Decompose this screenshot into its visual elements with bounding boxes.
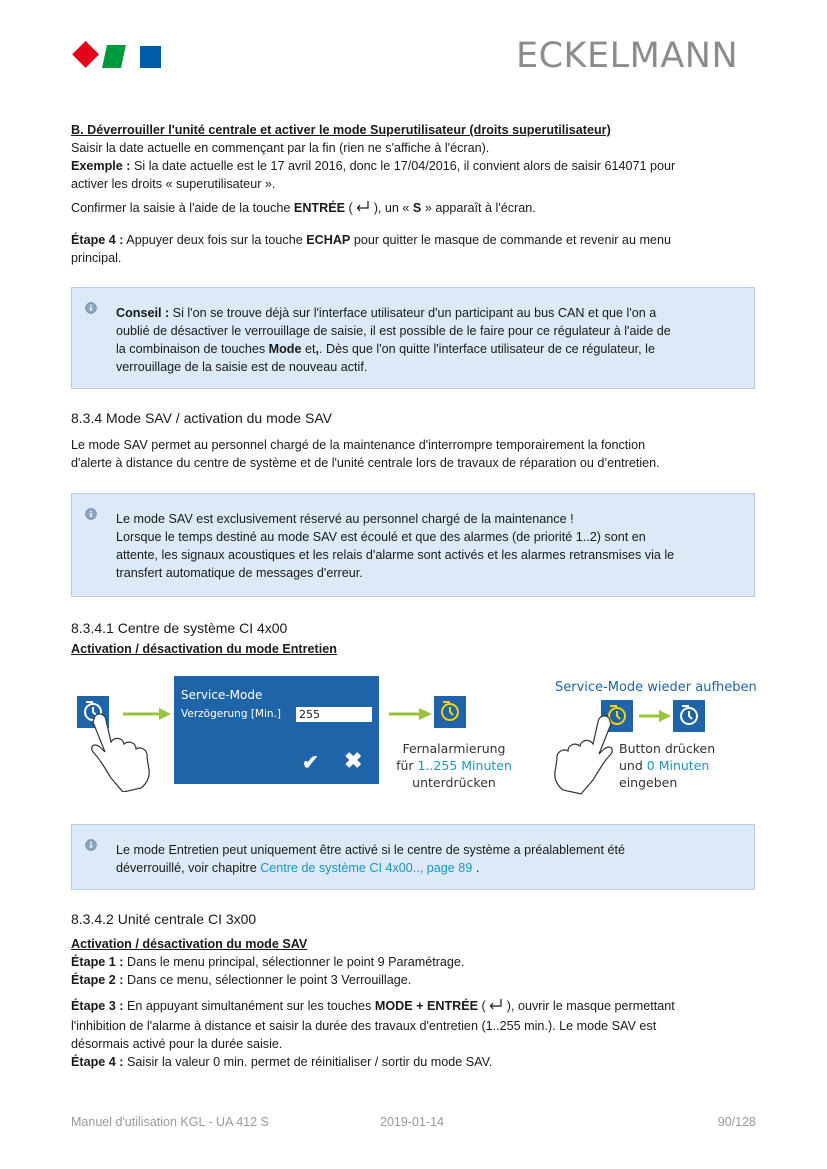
info-icon	[85, 839, 97, 851]
mid-caption-line3: unterdrücken	[412, 775, 496, 790]
step4-text2: pour quitter le masque de commande et revenir au menu	[350, 233, 671, 247]
tip-line1: Si l'on se trouve déjà sur l'interface utilisateur d'un participant au bus CAN et que l'on a	[169, 306, 657, 320]
warning-line2: Lorsque le temps destiné au mode SAV est écoulé et que des alarmes (de priorité 1..2) sont en	[116, 530, 646, 544]
warning-note	[71, 493, 755, 597]
chapter-link[interactable]: Centre de système CI 4x00.., page 89	[260, 861, 473, 875]
footer-document-title: Manuel d'utilisation KGL - UA 412 S	[71, 1115, 269, 1129]
section-8341-title: 8.3.4.1 Centre de système CI 4x00	[71, 620, 288, 636]
hand-pointer-icon	[89, 712, 159, 792]
confirm-pre: Confirmer la saisie à l'aide de la touche	[71, 201, 294, 215]
info-note-line2-pre: déverrouillé, voir chapitre	[116, 861, 261, 875]
confirm-end: » apparaît à l'écran.	[421, 201, 536, 215]
service-mode-figure	[71, 676, 761, 806]
step1-line	[71, 953, 771, 971]
step1-label: Étape 1 :	[71, 955, 124, 969]
confirm-mid: (	[345, 201, 357, 215]
step3-line	[71, 997, 771, 1017]
section-834-title: 8.3.4 Mode SAV / activation du mode SAV	[71, 410, 332, 426]
step3-label: Étape 3 :	[71, 999, 124, 1013]
cancel-x-button[interactable]: ✖	[344, 748, 363, 773]
confirm-post: ), un «	[370, 201, 413, 215]
warning-line4: transfert automatique de messages d'erreur.	[116, 566, 363, 580]
enter-key-icon	[489, 998, 503, 1017]
right-caption-highlight: 0 Minuten	[646, 758, 710, 773]
step2-text: Dans ce menu, sélectionner le point 3 Verrouillage.	[123, 973, 412, 987]
section-8342	[71, 909, 771, 1071]
tip-line3-mid: et	[301, 342, 316, 356]
warning-line1: Le mode SAV est exclusivement réservé au personnel chargé de la maintenance !	[116, 512, 574, 526]
step4-line2: principal.	[71, 251, 122, 265]
step4b-text: Saisir la valeur 0 min. permet de réinitialiser / sortir du mode SAV.	[123, 1055, 493, 1069]
service-mode-panel	[174, 676, 379, 784]
step3-mid: (	[478, 999, 490, 1013]
info-icon	[85, 508, 97, 520]
step3-line3: désormais activé pour la durée saisie.	[71, 1037, 283, 1051]
section-834	[71, 408, 771, 472]
step4-label: Étape 4 :	[71, 233, 124, 247]
warning-line3: attente, les signaux acoustiques et les relais d'alarme sont activés et les alarmes retransmises via le	[116, 548, 675, 562]
step2-label: Étape 2 :	[71, 973, 124, 987]
step3-post: ), ouvrir le masque permettant	[503, 999, 675, 1013]
info-note-line1: Le mode Entretien peut uniquement être activé si le centre de système a préalablement été	[116, 843, 625, 857]
step3-line2: l'inhibition de l'alarme à distance et saisir la durée des travaux d'entretien (1..255 min.). Le mode SAV est	[71, 1019, 657, 1033]
step3-pre: En appuyant simultanément sur les touches	[123, 999, 375, 1013]
example-line	[71, 157, 771, 175]
panel-delay-label: Verzögerung [Min.]	[181, 708, 281, 720]
brand-name: ECKELMANN	[516, 36, 739, 76]
company-logo	[70, 40, 166, 74]
section-834-line1: Le mode SAV permet au personnel chargé de la maintenance d'interrompre temporairement la fonction	[71, 438, 646, 452]
tip-line4: verrouillage de la saisie est de nouveau actif.	[116, 360, 368, 374]
footer-page-number: 90/128	[717, 1115, 756, 1129]
right-caption-line2	[619, 757, 715, 774]
info-note	[71, 824, 755, 890]
info-note-line2-post: .	[472, 861, 480, 875]
mid-caption-line1: Fernalarmierung	[402, 741, 506, 756]
service-active-button	[434, 696, 466, 728]
tip-line3-key2: ,	[315, 342, 320, 356]
right-caption-line1: Button drücken	[619, 741, 716, 756]
panel-title: Service-Mode	[181, 688, 263, 702]
section-8342-subtitle: Activation / désactivation du mode SAV	[71, 937, 308, 951]
confirm-line	[71, 199, 771, 219]
tip-line2: oublié de désactiver le verrouillage de saisie, il est possible de le faire pour ce régulateur à l'aide de	[116, 324, 671, 338]
right-caption-pre: und	[619, 758, 647, 773]
warning-text	[116, 510, 732, 582]
arrow-right-icon	[123, 706, 173, 722]
mid-caption-line2	[389, 757, 519, 774]
section-8342-title: 8.3.4.2 Unité centrale CI 3x00	[71, 911, 257, 927]
section-8341	[71, 618, 771, 658]
step4b-label: Étape 4 :	[71, 1055, 124, 1069]
enter-key-label: ENTRÉE	[293, 201, 346, 215]
delay-input[interactable]: 255	[296, 707, 372, 722]
arrow-right-icon	[389, 706, 434, 722]
hand-pointer-icon	[541, 714, 615, 796]
info-note-text	[116, 841, 732, 877]
confirm-check-button[interactable]: ✔	[302, 752, 319, 774]
section-b	[71, 121, 771, 267]
tip-line3-pre: la combinaison de touches	[116, 342, 269, 356]
section-b-line1: Saisir la date actuelle en commençant par la fin (rien ne s'affiche à l'écran).	[71, 141, 490, 155]
s-indicator: S	[412, 201, 422, 215]
tip-note	[71, 287, 755, 389]
step4-text: Appuyer deux fois sur la touche	[123, 233, 307, 247]
right-group-title: Service-Mode wieder aufheben	[555, 680, 757, 695]
info-icon	[85, 302, 97, 314]
service-button-reset	[673, 700, 705, 732]
section-834-line2: d'alerte à distance du centre de système et de l'unité centrale lors de travaux de réparation ou d’entretien.	[71, 456, 660, 470]
right-caption	[619, 740, 715, 791]
example-text: Si la date actuelle est le 17 avril 2016, donc le 17/04/2016, il convient alors de saisir 614071 pour	[130, 159, 676, 173]
step4-line	[71, 231, 771, 249]
example-line2: activer les droits « superutilisateur ».	[71, 177, 276, 191]
right-caption-line3: eingeben	[619, 775, 678, 790]
arrow-right-icon	[639, 708, 673, 724]
step4b-line	[71, 1053, 771, 1071]
mid-caption	[389, 740, 519, 791]
enter-key-icon	[356, 200, 370, 219]
section-8341-subtitle: Activation / désactivation du mode Entretien	[71, 642, 337, 656]
example-label: Exemple :	[71, 159, 131, 173]
service-clock-active-icon	[434, 696, 466, 728]
tip-label: Conseil :	[116, 306, 170, 320]
mode-enter-keys-label: MODE + ENTRÉE	[374, 999, 479, 1013]
mid-caption-pre: für	[396, 758, 418, 773]
mode-key-label: Mode	[268, 342, 302, 356]
mid-caption-highlight: 1..255 Minuten	[417, 758, 512, 773]
step1-text: Dans le menu principal, sélectionner le point 9 Paramétrage.	[123, 955, 465, 969]
service-clock-icon	[673, 700, 705, 732]
section-b-title: B. Déverrouiller l'unité centrale et activer le mode Superutilisateur (droits superutilisateur)	[71, 123, 611, 137]
echap-key-label: ECHAP	[306, 233, 351, 247]
footer-date: 2019-01-14	[380, 1115, 444, 1129]
tip-line3-post: . Dès que l'on quitte l'interface utilisateur de ce régulateur, le	[319, 342, 655, 356]
tip-text	[116, 304, 732, 376]
step2-line	[71, 971, 771, 989]
